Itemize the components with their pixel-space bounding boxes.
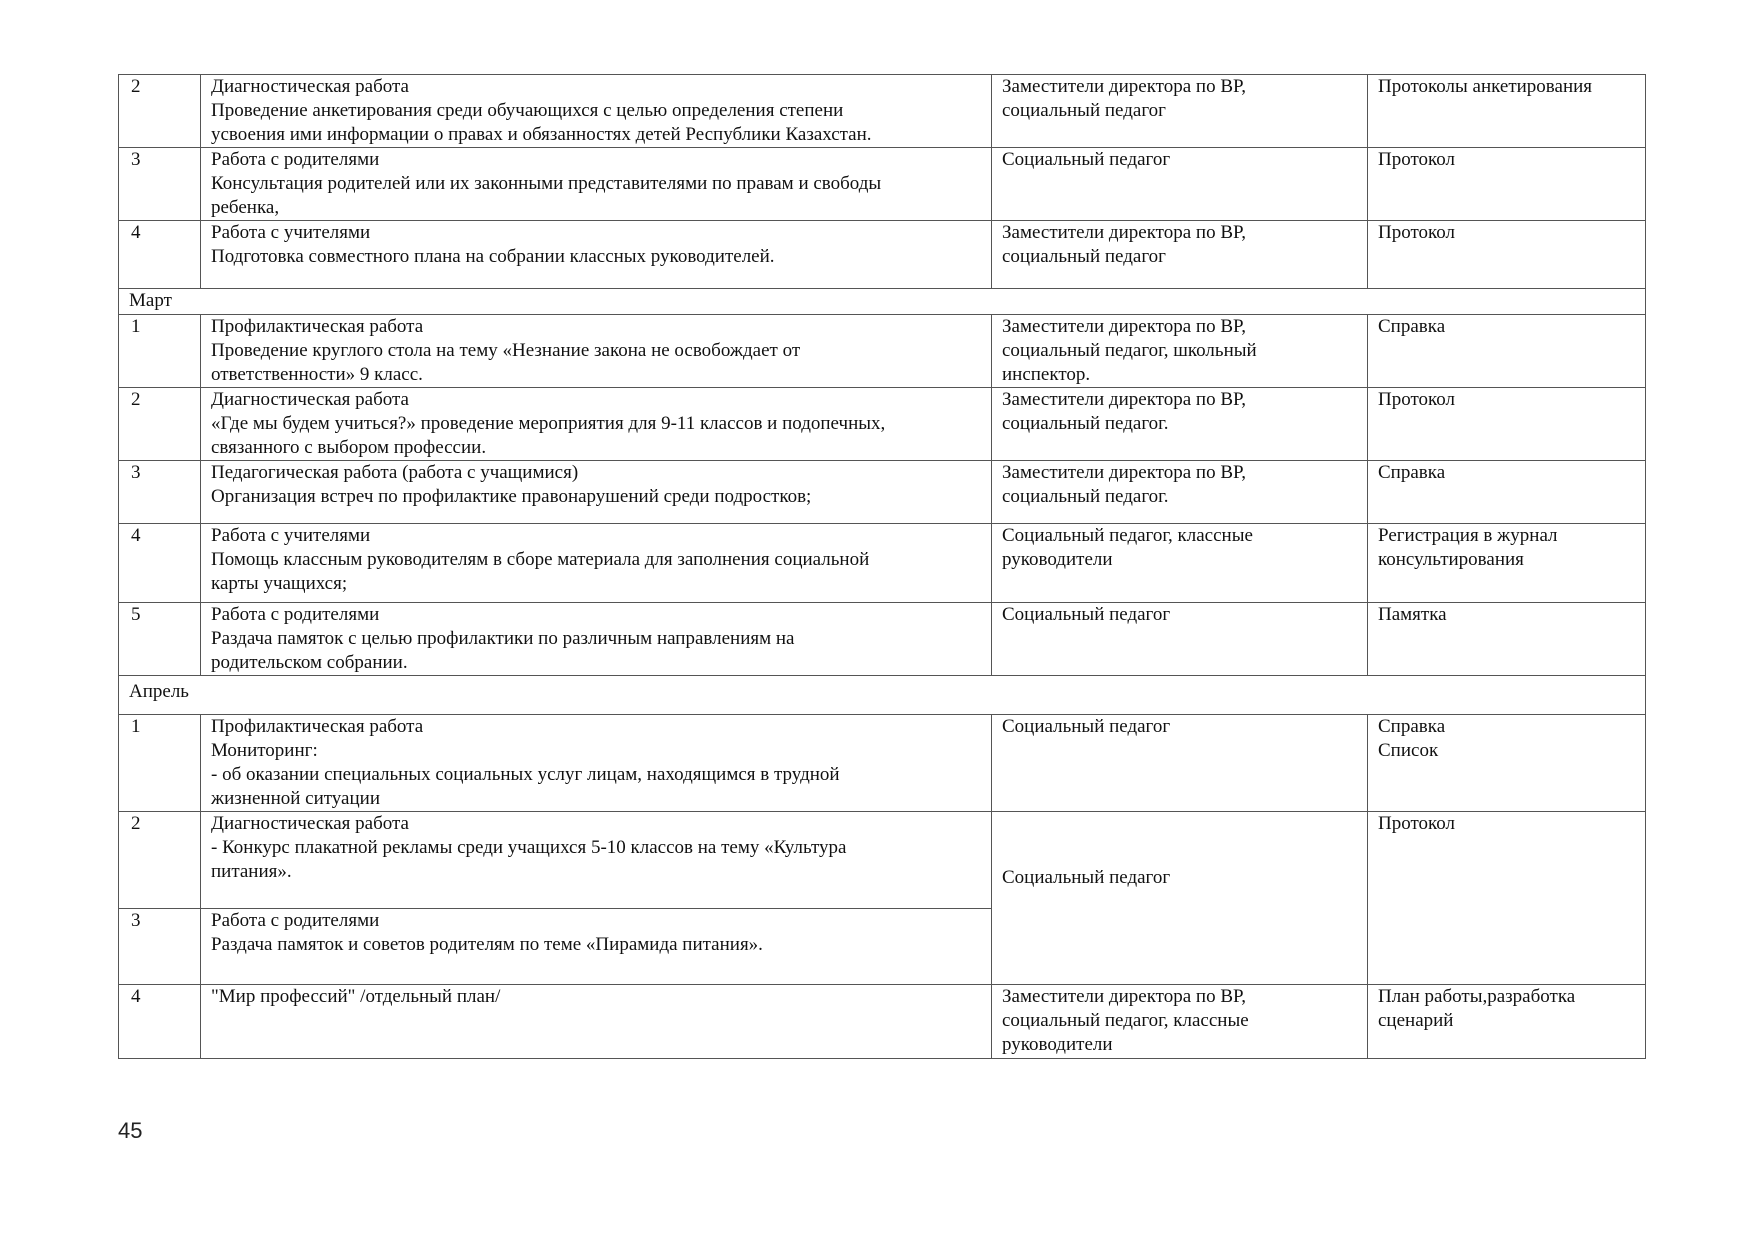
- text-line: Социальный педагог: [1002, 149, 1171, 170]
- row-number: 3: [119, 909, 201, 985]
- text-line: социальный педагог.: [1002, 486, 1169, 507]
- result-cell: [1368, 315, 1646, 388]
- text-line: Заместители директора по ВР,: [1002, 316, 1246, 337]
- month-header: Апрель: [119, 676, 1646, 715]
- text-line: Консультация родителей или их законными представителями по правам и свободы: [211, 173, 882, 194]
- text-line: Мониторинг:: [211, 740, 318, 761]
- activity-cell: [201, 315, 992, 388]
- text-line: Раздача памяток и советов родителям по теме «Пирамида питания».: [211, 934, 763, 955]
- text-line: Диагностическая работа: [211, 813, 409, 834]
- table-row: [119, 812, 1646, 909]
- text-line: - Конкурс плакатной рекламы среди учащихся 5-10 классов на тему «Культура: [211, 837, 847, 858]
- result-cell: [1368, 75, 1646, 148]
- text-line: Протоколы анкетирования: [1378, 76, 1593, 97]
- table-row: [119, 148, 1646, 221]
- text-line: Заместители директора по ВР,: [1002, 76, 1246, 97]
- text-line: "Мир профессий" /отдельный план/: [211, 986, 501, 1007]
- text-line: Проведение круглого стола на тему «Незнание закона не освобождает от: [211, 340, 801, 361]
- text-line: Социальный педагог, классные: [1002, 525, 1253, 546]
- text-line: Протокол: [1378, 389, 1456, 410]
- result-cell: [1368, 812, 1646, 985]
- text-line: Педагогическая работа (работа с учащимися): [211, 462, 579, 483]
- result-cell: [1368, 985, 1646, 1059]
- responsible-cell: [992, 461, 1368, 524]
- table-row: [119, 524, 1646, 603]
- text-line: социальный педагог, классные: [1002, 1010, 1249, 1031]
- table-row: [119, 315, 1646, 388]
- text-line: жизненной ситуации: [211, 788, 380, 809]
- text-line: Диагностическая работа: [211, 389, 409, 410]
- text-line: Заместители директора по ВР,: [1002, 986, 1246, 1007]
- text-line: Социальный педагог: [1002, 716, 1171, 737]
- responsible-cell: [992, 315, 1368, 388]
- result-cell: [1368, 524, 1646, 603]
- row-number: 1: [119, 715, 201, 812]
- text-line: Заместители директора по ВР,: [1002, 222, 1246, 243]
- month-row: [119, 676, 1646, 715]
- text-line: Протокол: [1378, 813, 1456, 834]
- responsible-cell: [992, 603, 1368, 676]
- table-row: [119, 388, 1646, 461]
- text-line: консультирования: [1378, 549, 1524, 570]
- text-line: Подготовка совместного плана на собрании классных руководителей.: [211, 246, 775, 267]
- result-cell: [1368, 388, 1646, 461]
- row-number: 4: [119, 985, 201, 1059]
- row-number: 2: [119, 388, 201, 461]
- text-line: Работа с учителями: [211, 222, 371, 243]
- text-line: Профилактическая работа: [211, 316, 424, 337]
- text-line: ответственности» 9 класс.: [211, 364, 423, 385]
- table-row: [119, 75, 1646, 148]
- text-line: социальный педагог: [1002, 246, 1166, 267]
- result-cell: [1368, 221, 1646, 289]
- text-line: связанного с выбором профессии.: [211, 437, 487, 458]
- text-line: социальный педагог, школьный: [1002, 340, 1257, 361]
- text-line: Заместители директора по ВР,: [1002, 389, 1246, 410]
- row-number: 2: [119, 812, 201, 909]
- table-row: [119, 985, 1646, 1059]
- activity-cell: [201, 524, 992, 603]
- text-line: Раздача памяток с целью профилактики по различным направлениям на: [211, 628, 795, 649]
- text-line: Работа с учителями: [211, 525, 371, 546]
- plan-table: [118, 74, 1646, 1059]
- text-line: усвоения ими информации о правах и обязанностях детей Республики Казахстан.: [211, 124, 872, 145]
- activity-cell: [201, 715, 992, 812]
- responsible-cell: [992, 715, 1368, 812]
- result-cell: [1368, 715, 1646, 812]
- table-row: [119, 461, 1646, 524]
- text-line: Помощь классным руководителям в сборе материала для заполнения социальной: [211, 549, 870, 570]
- text-line: «Где мы будем учиться?» проведение мероприятия для 9-11 классов и подопечных,: [211, 413, 886, 434]
- text-line: карты учащихся;: [211, 573, 348, 594]
- text-line: ребенка,: [211, 197, 280, 218]
- text-line: питания».: [211, 861, 292, 882]
- result-cell: [1368, 148, 1646, 221]
- text-line: Протокол: [1378, 222, 1456, 243]
- responsible-cell: [992, 148, 1368, 221]
- row-number: 4: [119, 524, 201, 603]
- text-line: Протокол: [1378, 149, 1456, 170]
- row-number: 4: [119, 221, 201, 289]
- month-header: Март: [119, 289, 1646, 315]
- page-number: 45: [118, 1118, 143, 1143]
- text-line: Справка: [1378, 462, 1446, 483]
- text-line: социальный педагог: [1002, 100, 1166, 121]
- text-line: Диагностическая работа: [211, 76, 409, 97]
- activity-cell: [201, 461, 992, 524]
- activity-cell: [201, 221, 992, 289]
- text-line: Работа с родителями: [211, 604, 380, 625]
- activity-cell: [201, 75, 992, 148]
- row-number: 3: [119, 461, 201, 524]
- text-line: - об оказании специальных социальных услуг лицам, находящимся в трудной: [211, 764, 840, 785]
- responsible-cell: [992, 388, 1368, 461]
- text-line: Работа с родителями: [211, 910, 380, 931]
- text-line: сценарий: [1378, 1010, 1454, 1031]
- text-line: инспектор.: [1002, 364, 1091, 385]
- table-row: [119, 715, 1646, 812]
- result-cell: [1368, 603, 1646, 676]
- responsible-cell: [992, 75, 1368, 148]
- activity-cell: [201, 812, 992, 909]
- text-line: Список: [1378, 740, 1439, 761]
- activity-cell: [201, 909, 992, 985]
- text-line: руководители: [1002, 1034, 1113, 1055]
- activity-cell: [201, 148, 992, 221]
- text-line: социальный педагог.: [1002, 413, 1169, 434]
- text-line: Памятка: [1378, 604, 1447, 625]
- responsible-cell: [992, 985, 1368, 1059]
- text-line: Социальный педагог: [1002, 604, 1171, 625]
- row-number: 5: [119, 603, 201, 676]
- result-cell: [1368, 461, 1646, 524]
- activity-cell: [201, 603, 992, 676]
- activity-cell: [201, 388, 992, 461]
- text-line: родительском собрании.: [211, 652, 408, 673]
- text-line: Проведение анкетирования среди обучающихся с целью определения степени: [211, 100, 844, 121]
- text-line: Справка: [1378, 316, 1446, 337]
- table-row: [119, 221, 1646, 289]
- plan-table-body: [119, 75, 1646, 1059]
- activity-cell: [201, 985, 992, 1059]
- text-line: Справка: [1378, 716, 1446, 737]
- responsible-cell: [992, 221, 1368, 289]
- text-line: План работы,разработка: [1378, 986, 1576, 1007]
- text-line: Работа с родителями: [211, 149, 380, 170]
- text-line: руководители: [1002, 549, 1113, 570]
- row-number: 1: [119, 315, 201, 388]
- text-line: Профилактическая работа: [211, 716, 424, 737]
- responsible-cell: [992, 812, 1368, 985]
- text-line: Регистрация в журнал: [1378, 525, 1558, 546]
- table-row: [119, 603, 1646, 676]
- row-number: 3: [119, 148, 201, 221]
- row-number: 2: [119, 75, 201, 148]
- month-row: [119, 289, 1646, 315]
- text-line: Социальный педагог: [1002, 867, 1171, 888]
- text-line: Организация встреч по профилактике правонарушений среди подростков;: [211, 486, 812, 507]
- text-line: Заместители директора по ВР,: [1002, 462, 1246, 483]
- responsible-cell: [992, 524, 1368, 603]
